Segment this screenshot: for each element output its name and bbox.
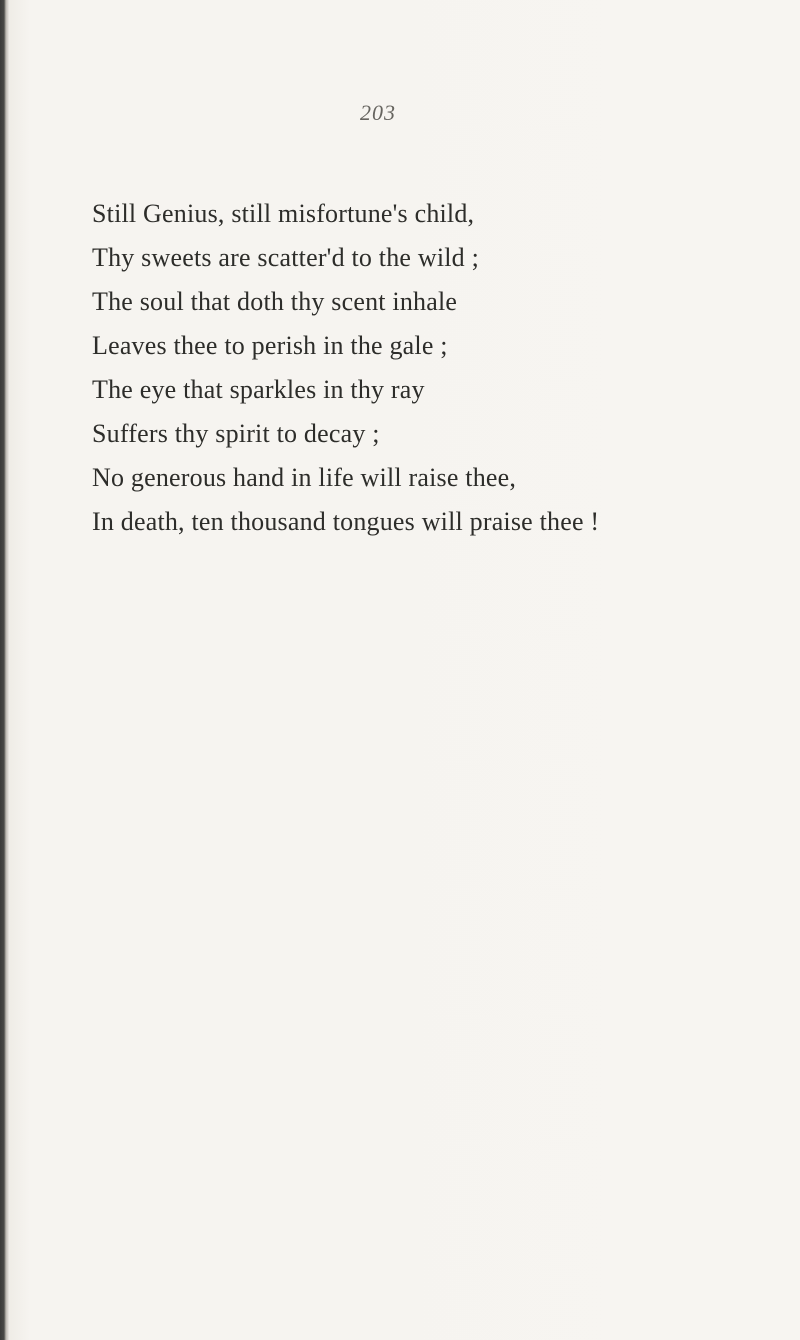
poem-line: Still Genius, still misfortune's child, — [92, 199, 475, 228]
poem-line: Leaves thee to perish in the gale ; — [92, 331, 448, 360]
binding-edge — [0, 0, 9, 1340]
poem-line: No generous hand in life will raise thee, — [92, 463, 517, 492]
poem-line: The eye that sparkles in thy ray — [92, 375, 425, 404]
poem-stanza — [92, 198, 712, 550]
poem-line: The soul that doth thy scent inhale — [92, 287, 458, 316]
poem-line: Thy sweets are scatter'd to the wild ; — [92, 243, 479, 272]
poem-line: Suffers thy spirit to decay ; — [92, 419, 380, 448]
poem-line: In death, ten thousand tongues will praise thee ! — [92, 507, 600, 536]
page-number: 203 — [360, 100, 396, 125]
